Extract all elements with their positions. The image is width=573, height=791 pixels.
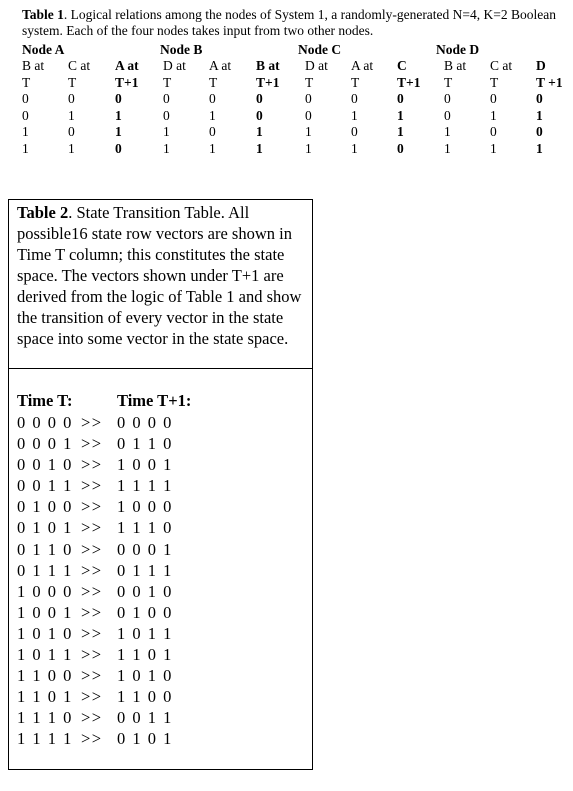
table2-row <box>17 623 307 644</box>
table1-cell: 0 <box>115 140 122 156</box>
table1-row <box>22 108 573 125</box>
table1-header-cell: C at <box>68 58 91 73</box>
state-time-t: 0 0 1 0 <box>17 455 73 475</box>
transition-arrow: >> <box>81 434 103 454</box>
transition-arrow: >> <box>81 413 103 432</box>
state-time-t: 0 0 0 0 <box>17 413 73 432</box>
table1-header-cell: A at <box>115 58 139 73</box>
table1-cell: 0 <box>209 91 216 106</box>
table1-cell: 1 <box>115 124 122 139</box>
table1-cell: 0 <box>490 124 497 139</box>
table1-cell: 1 <box>22 140 29 156</box>
transition-arrow: >> <box>81 497 103 517</box>
table1-header-cell: A at <box>209 58 232 73</box>
table1-header-cell: D <box>536 58 546 73</box>
table1-header-cell: A at <box>351 58 374 73</box>
state-time-t: 0 0 0 1 <box>17 434 73 454</box>
table2-row <box>17 539 307 560</box>
table1-cell: 0 <box>444 107 451 123</box>
state-time-t1: 1 0 1 1 <box>117 623 173 643</box>
table1-cell: 1 <box>397 107 404 123</box>
table2-row <box>17 665 307 686</box>
node-d-header: Node D <box>436 42 480 57</box>
state-time-t1: 0 0 0 0 <box>117 413 173 432</box>
table1-cell: 1 <box>490 140 497 156</box>
table2-box <box>8 199 313 770</box>
transition-arrow: >> <box>81 518 103 538</box>
table2-row <box>17 560 307 581</box>
state-time-t1: 0 1 0 0 <box>117 602 173 622</box>
table2-row <box>17 433 307 454</box>
state-time-t: 0 1 1 0 <box>17 539 73 559</box>
table1-cell: 1 <box>68 107 75 123</box>
state-time-t1: 1 1 0 1 <box>117 645 173 665</box>
table1-cell: 0 <box>490 91 497 106</box>
table1-cell: 1 <box>209 140 216 156</box>
state-time-t: 1 1 0 1 <box>17 687 73 707</box>
state-time-t1: 0 0 0 1 <box>117 539 173 559</box>
state-time-t1: 1 0 0 1 <box>117 455 173 475</box>
table1-cell: 0 <box>68 91 75 106</box>
table2-row <box>17 728 307 749</box>
table1-cell: 1 <box>444 124 451 139</box>
node-a-header: Node A <box>22 42 65 57</box>
table2-row <box>17 517 307 538</box>
transition-arrow: >> <box>81 708 103 728</box>
transition-arrow: >> <box>81 687 103 707</box>
table1-body <box>22 91 573 157</box>
transition-arrow: >> <box>81 623 103 643</box>
table1-cell: 0 <box>22 107 29 123</box>
table2-caption <box>17 202 309 349</box>
table1-cell: 0 <box>351 124 358 139</box>
table1-header-cell: T+1 <box>256 74 280 90</box>
table1-caption-label: Table 1 <box>22 7 64 22</box>
table1-cell: 0 <box>536 124 543 139</box>
table1-cell: 0 <box>444 91 451 106</box>
transition-arrow: >> <box>81 455 103 475</box>
table1-cell: 1 <box>444 140 451 156</box>
table1-header-cell: B at <box>256 58 280 73</box>
table1-header-cell: C <box>397 58 407 73</box>
table1-cell: 0 <box>305 107 312 123</box>
node-b-header: Node B <box>160 42 203 57</box>
table1-cell: 1 <box>305 124 312 139</box>
state-time-t: 1 1 1 1 <box>17 729 73 749</box>
table1-header-row-2 <box>22 75 573 92</box>
table1-header-cell: T+1 <box>115 74 139 90</box>
transition-arrow: >> <box>81 729 103 749</box>
table1-cell: 0 <box>536 91 543 106</box>
table2-row <box>17 412 307 433</box>
table1-header-cell: T +1 <box>536 74 563 90</box>
table1-row <box>22 91 573 108</box>
table1-cell: 1 <box>351 107 358 123</box>
table1-header-row-1 <box>22 58 573 75</box>
table1-row <box>22 141 573 158</box>
table1-cell: 1 <box>256 140 263 156</box>
state-time-t1: 0 0 1 1 <box>117 708 173 728</box>
table1-cell: 0 <box>115 91 122 106</box>
table1-cell: 0 <box>305 91 312 106</box>
state-time-t1: 0 1 1 0 <box>117 434 173 454</box>
table2-row <box>17 581 307 602</box>
table1-cell: 1 <box>163 124 170 139</box>
table1-cell: 0 <box>351 91 358 106</box>
state-time-t1: 0 1 0 1 <box>117 729 173 749</box>
table2-row <box>17 496 307 517</box>
table1-cell: 0 <box>22 91 29 106</box>
transition-arrow: >> <box>81 581 103 601</box>
table2-row <box>17 475 307 496</box>
table1-header-cell: T <box>22 74 31 90</box>
table2-body <box>17 412 307 750</box>
table1-cell: 0 <box>256 107 263 123</box>
state-time-t: 1 1 0 0 <box>17 666 73 686</box>
table1-cell: 0 <box>163 107 170 123</box>
table1-header-cell: T <box>490 74 499 90</box>
state-time-t1: 1 1 0 0 <box>117 687 173 707</box>
table1-cell: 1 <box>163 140 170 156</box>
state-time-t1: 1 1 1 0 <box>117 518 173 538</box>
state-time-t: 0 1 1 1 <box>17 560 73 580</box>
table1-header-cell: T <box>163 74 172 90</box>
table2-header <box>17 390 307 412</box>
table1 <box>22 42 573 157</box>
transition-arrow: >> <box>81 560 103 580</box>
table1-cell: 0 <box>397 91 404 106</box>
table1-header-cell: T <box>68 74 77 90</box>
table2-divider <box>9 368 312 369</box>
state-time-t: 1 0 0 0 <box>17 581 73 601</box>
table1-cell: 1 <box>209 107 216 123</box>
table1-cell: 1 <box>22 124 29 139</box>
table1-header-cell: D at <box>305 58 328 73</box>
state-time-t: 0 0 1 1 <box>17 476 73 496</box>
transition-arrow: >> <box>81 476 103 496</box>
table2-row <box>17 686 307 707</box>
table1-row <box>22 124 573 141</box>
table1-cell: 1 <box>115 107 122 123</box>
transition-arrow: >> <box>81 666 103 686</box>
table2 <box>17 390 307 750</box>
table1-header-cell: C at <box>490 58 513 73</box>
table1-cell: 0 <box>209 124 216 139</box>
table1-cell: 1 <box>536 107 543 123</box>
table1-header-cell: D at <box>163 58 186 73</box>
table1-header-cell: T+1 <box>397 74 421 90</box>
table1-cell: 0 <box>397 140 404 156</box>
transition-arrow: >> <box>81 645 103 665</box>
table1-cell: 1 <box>305 140 312 156</box>
table2-row <box>17 454 307 475</box>
table1-cell: 1 <box>397 124 404 139</box>
table2-row <box>17 602 307 623</box>
table1-node-headers <box>22 42 573 58</box>
table1-caption-text: . Logical relations among the nodes of System 1, a randomly-generated N=4, K=2 Boolean system. Each of the four nodes takes input from two other nodes. <box>22 7 557 38</box>
state-time-t: 1 0 0 1 <box>17 602 73 622</box>
table2-caption-text: . State Transition Table. All possible16 state row vectors are shown in Time T column; this constitutes the state space. The vectors shown under T+1 are derived from the logic of Table 1 and show the transition of every vector in the state space into some vector in the state space. <box>17 203 302 348</box>
table1-cell: 0 <box>163 91 170 106</box>
state-time-t1: 0 1 1 1 <box>117 560 173 580</box>
table1-header-cell: T <box>351 74 360 90</box>
state-time-t: 1 1 1 0 <box>17 708 73 728</box>
transition-arrow: >> <box>81 539 103 559</box>
state-time-t1: 1 0 1 0 <box>117 666 173 686</box>
state-time-t1: 0 0 1 0 <box>117 581 173 601</box>
table2-caption-label: Table 2 <box>17 203 69 222</box>
table1-cell: 1 <box>256 124 263 139</box>
time-t1-header: Time T+1: <box>117 391 192 410</box>
table2-row <box>17 644 307 665</box>
table1-cell: 0 <box>256 91 263 106</box>
table2-row <box>17 707 307 728</box>
table1-cell: 1 <box>351 140 358 156</box>
state-time-t: 0 1 0 0 <box>17 497 73 517</box>
table1-caption <box>22 7 562 39</box>
table1-header-cell: T <box>305 74 314 90</box>
table1-header-cell: T <box>444 74 453 90</box>
table1-cell: 1 <box>68 140 75 156</box>
transition-arrow: >> <box>81 602 103 622</box>
table1-cell: 1 <box>490 107 497 123</box>
time-t-header: Time T: <box>17 391 73 410</box>
node-c-header: Node C <box>298 42 342 57</box>
state-time-t: 0 1 0 1 <box>17 518 73 538</box>
table1-header-cell: B at <box>22 58 45 73</box>
table1-header-cell: B at <box>444 58 467 73</box>
table1-header-cell: T <box>209 74 218 90</box>
state-time-t: 1 0 1 1 <box>17 645 73 665</box>
table1-cell: 1 <box>536 140 543 156</box>
state-time-t1: 1 0 0 0 <box>117 497 173 517</box>
state-time-t1: 1 1 1 1 <box>117 476 173 496</box>
table1-cell: 0 <box>68 124 75 139</box>
state-time-t: 1 0 1 0 <box>17 623 73 643</box>
